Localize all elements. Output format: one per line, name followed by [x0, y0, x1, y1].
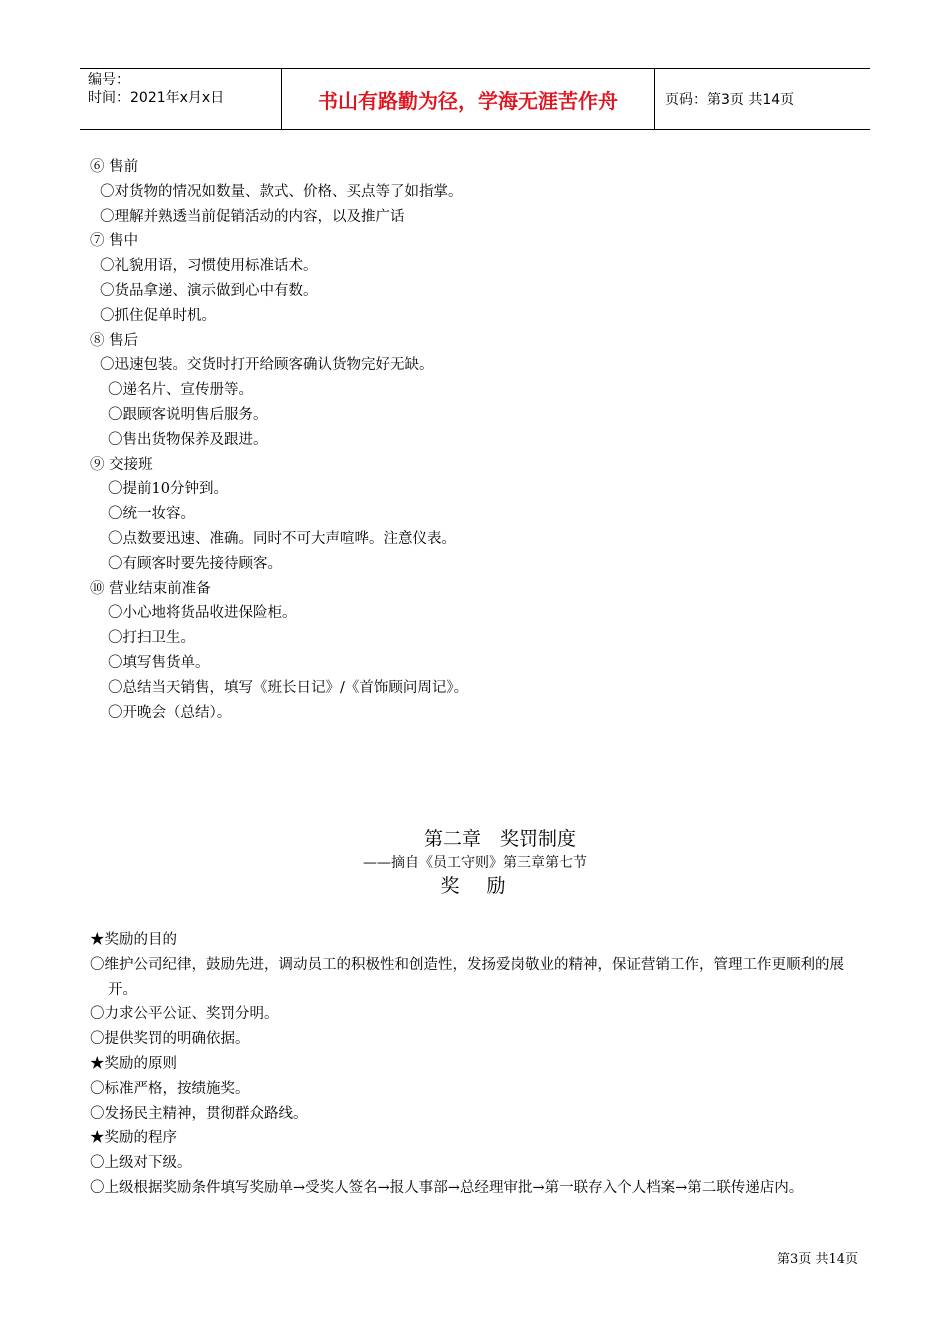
list-item: 〇总结当天销售，填写《班长日记》/《首饰顾问周记》。 [108, 679, 469, 696]
list-item: 〇填写售货单。 [108, 654, 210, 671]
list-item: 〇对货物的情况如数量、款式、价格、买点等了如指掌。 [100, 183, 463, 200]
reward-procedure-title: ★奖励的程序 [90, 1130, 177, 1147]
list-item: 〇售出货物保养及跟进。 [108, 431, 268, 448]
page-header [80, 68, 870, 130]
reward-purpose-title: ★奖励的目的 [90, 932, 177, 948]
list-item: 〇提前10分钟到。 [108, 481, 228, 498]
list-item: 〇力求公平公证、奖罚分明。 [90, 1006, 279, 1023]
chapter-title: 第二章 奖罚制度 [423, 828, 576, 850]
section-title: ⑥ 售前 [90, 159, 139, 175]
list-item: 〇上级对下级。 [90, 1155, 192, 1172]
section-title: ⑧ 售后 [90, 332, 139, 349]
header-meta [80, 69, 282, 129]
list-item: 〇货品拿递、演示做到心中有数。 [100, 282, 318, 299]
section-title: ⑦ 售中 [90, 233, 139, 250]
reward-section [90, 928, 865, 1201]
list-item: 〇提供奖罚的明确依据。 [90, 1031, 250, 1048]
list-item: 〇标准严格，按绩施奖。 [90, 1080, 250, 1097]
section-title: ⑩ 营业结束前准备 [90, 580, 211, 597]
list-item: 〇递名片、宣传册等。 [108, 382, 253, 399]
section-title: ⑨ 交接班 [90, 456, 153, 473]
list-item: 〇开晚会（总结）。 [108, 704, 232, 721]
list-item: 〇小心地将货品收进保险柜。 [108, 605, 297, 622]
page-footer: 第3页 共14页 [777, 1252, 858, 1267]
list-item: 〇迅速包装。交货时打开给顾客确认货物完好无缺。 [100, 357, 434, 374]
chapter-award-heading: 奖 励 [440, 875, 510, 897]
list-item: 〇统一妆容。 [108, 506, 195, 523]
time-label: 时间：2021年x月x日 [88, 90, 225, 106]
chapter-heading [0, 825, 950, 899]
list-item: 〇发扬民主精神，贯彻群众路线。 [90, 1105, 308, 1122]
header-motto: 书山有路勤为径，学海无涯苦作舟 [282, 69, 655, 129]
list-item: 〇有顾客时要先接待顾客。 [108, 555, 282, 572]
chapter-subtitle: ——摘自《员工守则》第三章第七节 [363, 855, 587, 871]
reward-principle-title: ★奖励的原则 [90, 1055, 177, 1072]
list-item: 〇理解并熟透当前促销活动的内容，以及推广话 [100, 208, 405, 225]
list-item: 〇打扫卫生。 [108, 630, 195, 647]
code-label: 编号： [88, 72, 130, 88]
list-item: 〇礼貌用语，习惯使用标准话术。 [100, 258, 318, 275]
list-item: 〇上级根据奖励条件填写奖励单→受奖人签名→报人事部→总经理审批→第一联存入个人档案→第二联传递店内。 [90, 1179, 804, 1196]
list-item: 〇点数要迅速、准确。同时不可大声喧哗。注意仪表。 [108, 530, 456, 547]
list-item: 〇维护公司纪律，鼓励先进，调动员工的积极性和创造性，发扬爱岗敬业的精神，保证营销工作，管理工作更顺利的展开。 [90, 956, 844, 998]
header-page-info: 页码：第3页 共14页 [665, 92, 795, 108]
list-item: 〇跟顾客说明售后服务。 [108, 406, 268, 423]
sales-procedure-list [90, 155, 860, 725]
list-item: 〇抓住促单时机。 [100, 307, 216, 324]
